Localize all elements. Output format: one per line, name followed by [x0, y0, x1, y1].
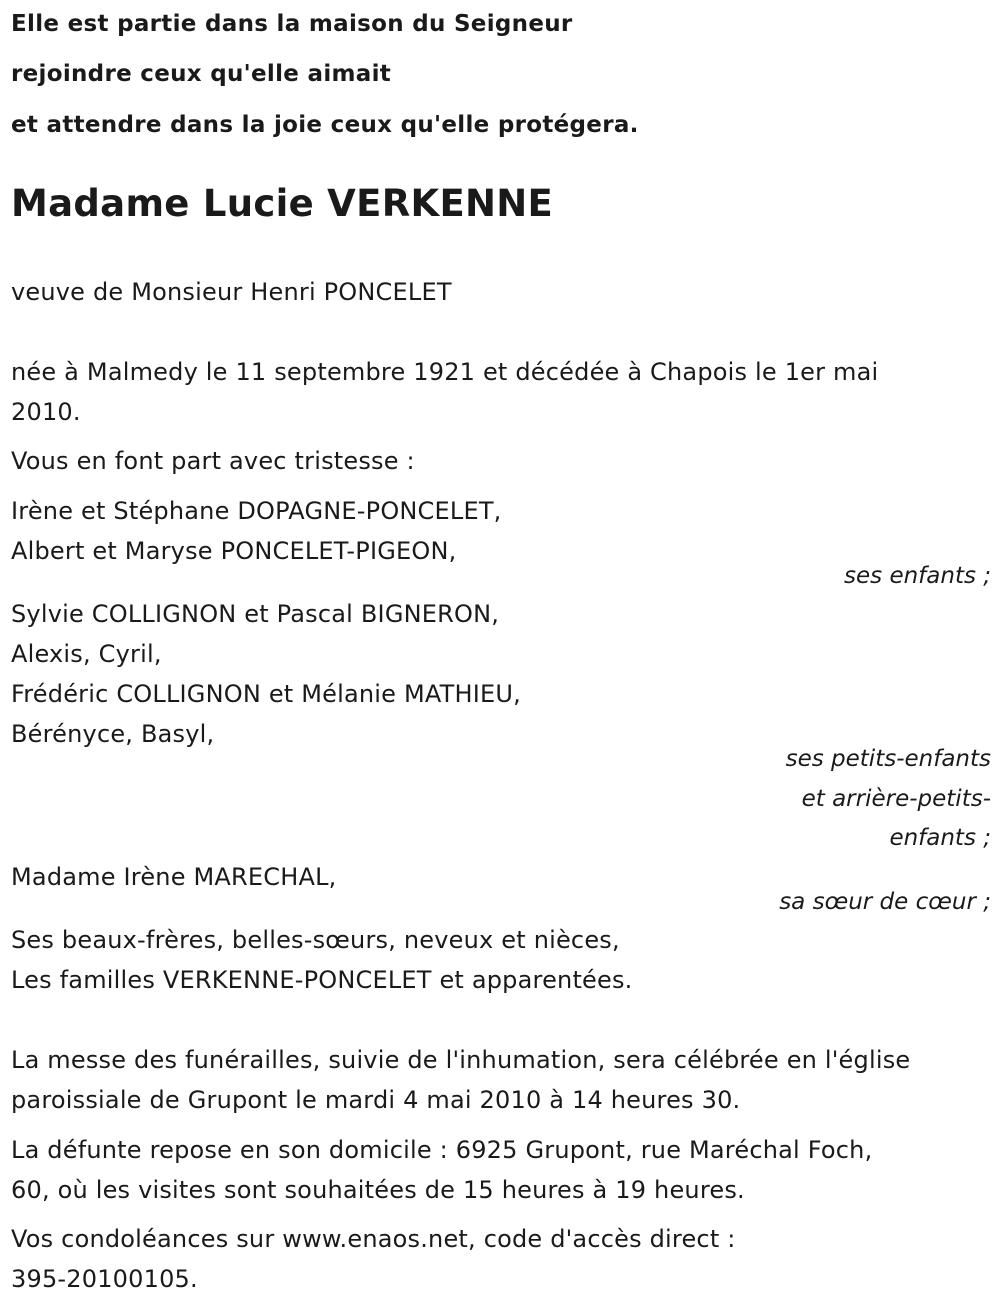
grandchild-name: Sylvie COLLIGNON et Pascal BIGNERON,: [11, 600, 500, 628]
condolences-line: 395-20100105.: [11, 1265, 198, 1293]
family-line: Les familles VERKENNE-PONCELET et apparentées.: [11, 966, 633, 994]
birth-death-line: 2010.: [11, 398, 81, 426]
family-line: Ses beaux-frères, belles-sœurs, neveux et nièces,: [11, 926, 620, 954]
grandchild-name: Bérényce, Basyl,: [11, 720, 215, 748]
children-relation: ses enfants ;: [844, 563, 991, 589]
funeral-line: La messe des funérailles, suivie de l'inhumation, sera célébrée en l'église: [11, 1046, 911, 1074]
intro-line: Vous en font part avec tristesse :: [11, 447, 415, 475]
rest-line: 60, où les visites sont souhaitées de 15 heures à 19 heures.: [11, 1176, 745, 1204]
child-name: Irène et Stéphane DOPAGNE-PONCELET,: [11, 497, 502, 525]
sister-relation: sa sœur de cœur ;: [779, 889, 991, 915]
widow-of-line: veuve de Monsieur Henri PONCELET: [11, 278, 452, 306]
grandchildren-relation: et arrière-petits-: [801, 786, 991, 812]
grandchild-name: Alexis, Cyril,: [11, 640, 162, 668]
sister-name: Madame Irène MARECHAL,: [11, 863, 337, 891]
rest-line: La défunte repose en son domicile : 6925 Grupont, rue Maréchal Foch,: [11, 1136, 873, 1164]
grandchildren-relation: enfants ;: [889, 825, 991, 851]
verse-line: et attendre dans la joie ceux qu'elle protégera.: [11, 112, 639, 138]
deceased-name: Madame Lucie VERKENNE: [11, 182, 554, 225]
grandchildren-relation: ses petits-enfants: [785, 746, 991, 772]
verse-line: rejoindre ceux qu'elle aimait: [11, 61, 392, 87]
grandchild-name: Frédéric COLLIGNON et Mélanie MATHIEU,: [11, 680, 521, 708]
verse-line: Elle est partie dans la maison du Seigneur: [11, 11, 573, 37]
funeral-line: paroissiale de Grupont le mardi 4 mai 2010 à 14 heures 30.: [11, 1086, 741, 1114]
birth-death-line: née à Malmedy le 11 septembre 1921 et décédée à Chapois le 1er mai: [11, 358, 879, 386]
condolences-line: Vos condoléances sur www.enaos.net, code d'accès direct :: [11, 1225, 736, 1253]
child-name: Albert et Maryse PONCELET-PIGEON,: [11, 537, 457, 565]
